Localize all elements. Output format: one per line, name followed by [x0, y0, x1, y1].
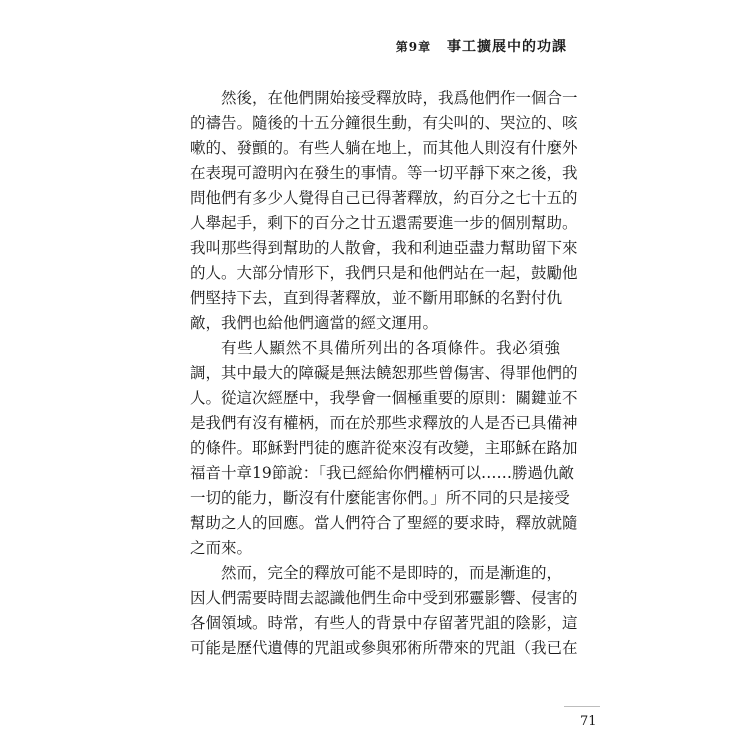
text-line: 人舉起手，剩下的百分之廿五還需要進一步的個別幫助。: [190, 214, 578, 232]
text-line: 的禱告。隨後的十五分鐘很生動，有尖叫的、哭泣的、咳: [190, 114, 578, 132]
page-number: 71: [580, 714, 597, 729]
text-line: 嗽的、發顫的。有些人躺在地上，而其他人則沒有什麼外: [190, 139, 578, 157]
text-line: 是我們有沒有權柄，而在於那些求釋放的人是否已具備神: [190, 414, 578, 432]
paragraph-2: [190, 336, 578, 561]
running-header: [396, 36, 567, 56]
text-line: 一切的能力，斷沒有什麼能害你們。」所不同的只是接受: [190, 489, 570, 507]
text-line: 調，其中最大的障礙是無法饒恕那些曾傷害、得罪他們的: [190, 364, 578, 382]
chapter-number: 第9章: [395, 40, 432, 54]
text-line: 然後，在他們開始接受釋放時，我爲他們作一個合一: [221, 89, 578, 107]
chapter-title: 事工擴展中的功課: [447, 39, 567, 55]
text-line: 問他們有多少人覺得自己已得著釋放，約百分之七十五的: [190, 189, 578, 207]
text-line: 的條件。耶穌對門徒的應許從來沒有改變，主耶穌在路加: [190, 439, 578, 457]
page-number-rule: [564, 706, 600, 707]
text-line: 敵，我們也給他們適當的經文運用。: [190, 314, 439, 332]
text-line: 可能是歷代遺傳的咒詛或參與邪術所帶來的咒詛（我已在: [190, 639, 578, 657]
text-line: 有些人顯然不具備所列出的各項條件。我必須強: [221, 339, 560, 357]
text-line: 各個領域。時常，有些人的背景中存留著咒詛的陰影，這: [190, 614, 578, 632]
text-line: 在表現可證明內在發生的事情。等一切平靜下來之後，我: [190, 164, 578, 182]
text-line: 們堅持下去，直到得著釋放，並不斷用耶穌的名對付仇: [190, 289, 563, 307]
body-text: [190, 86, 578, 661]
text-line: 福音十章19節說：「我已經給你們權柄可以……勝過仇敵: [190, 464, 574, 482]
text-line: 因人們需要時間去認識他們生命中受到邪靈影響、侵害的: [190, 589, 578, 607]
text-line: 之而來。: [190, 539, 253, 557]
text-line: 的人。大部分情形下，我們只是和他們站在一起，鼓勵他: [190, 264, 578, 282]
text-line: 人。從這次經歷中，我學會一個極重要的原則：關鍵並不: [190, 389, 578, 407]
text-line: 然而，完全的釋放可能不是即時的，而是漸進的，: [221, 564, 563, 582]
paragraph-1: [190, 86, 578, 336]
text-line: 幫助之人的回應。當人們符合了聖經的要求時，釋放就隨: [190, 514, 578, 532]
paragraph-3: [190, 561, 578, 661]
text-line: 我叫那些得到幫助的人散會，我和利迪亞盡力幫助留下來: [190, 239, 578, 257]
